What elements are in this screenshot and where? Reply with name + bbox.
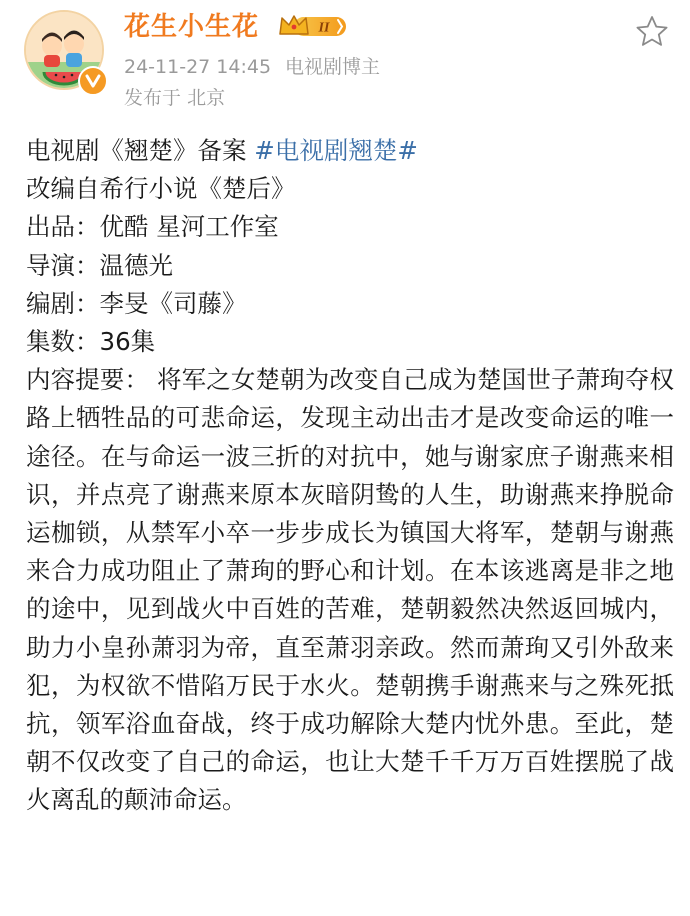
writer-line: 编剧：李旻《司藤》 — [26, 288, 247, 318]
director-line: 导演：温德光 — [26, 250, 173, 280]
verified-v-icon — [78, 66, 108, 96]
avatar[interactable] — [24, 10, 104, 90]
post-meta — [124, 54, 380, 80]
producer-line: 出品：优酷 星河工作室 — [26, 212, 279, 242]
location-prefix: 发布于 — [124, 87, 182, 109]
adapted-from-line: 改编自希行小说《楚后》 — [26, 174, 296, 204]
post-body — [26, 132, 674, 820]
location-name: 北京 — [187, 87, 226, 109]
post-timestamp: 24-11-27 14:45 — [124, 56, 272, 78]
post-location — [124, 85, 225, 111]
author-name[interactable]: 花生小生花 — [124, 12, 260, 42]
episodes-line: 集数：36集 — [26, 327, 156, 357]
hashtag-link[interactable]: #电视剧翘楚# — [254, 136, 418, 165]
vip-level-text: II — [318, 20, 330, 36]
star-outline-icon[interactable] — [634, 14, 670, 50]
author-role: 电视剧博主 — [285, 56, 381, 78]
summary-paragraph: 内容提要： 将军之女楚朝为改变自己成为楚国世子萧珣夺权路上牺牲品的可悲命运，发现主动出击才是改变命运的唯一途径。在与命运一波三折的对抗中，她与谢家庶子谢燕来相识，并点亮了谢燕来原本灰暗阴鸷的人生，助谢燕来挣脱命运枷锁，从禁军小卒一步步成长为镇国大将军，楚朝与谢燕来合力成功阻止了萧珣的野心和计划。在本该逃离是非之地的途中，见到战火中百姓的苦难，楚朝毅然决然返回城内，助力小皇孙萧羽为帝，直至萧羽亲政。然而萧珣又引外敌来犯，为权欲不惜陷万民于水火。楚朝携手谢燕来与之殊死抵抗，领军浴血奋战，终于成功解除大楚内忧外患。至此，楚朝不仅改变了自己的命运，也让大楚千千万万百姓摆脱了战火离乱的颠沛命运。 — [26, 365, 674, 815]
post-title-line — [26, 132, 674, 170]
vip-crown-badge-icon[interactable] — [278, 12, 350, 40]
post-header — [0, 0, 690, 120]
post-title-text: 电视剧《翘楚》备案 — [26, 136, 247, 165]
